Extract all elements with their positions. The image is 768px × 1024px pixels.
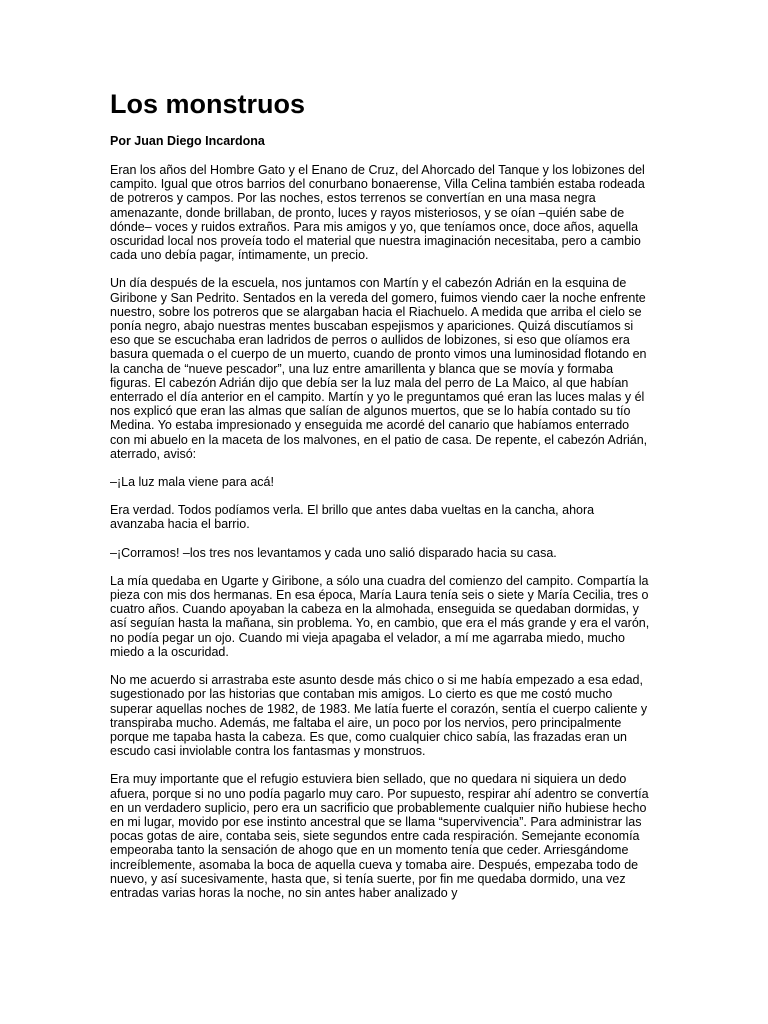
paragraph: No me acuerdo si arrastraba este asunto desde más chico o si me había empezado a esa edad, sugestionado por las historias que contaban mis amigos. Lo cierto es que me costó mucho superar aquellas noches de 1982, de 1983. Me latía fuerte el corazón, sentía el cuerpo caliente y transpiraba mucho. Además, me faltaba el aire, un poco por los nervios, pero principalmente porque me tapaba hasta la cabeza. Es que, como cualquier chico sabía, las frazadas eran un escudo casi inviolable contra los fantasmas y monstruos. <box>110 673 648 759</box>
paragraph: –¡La luz mala viene para acá! <box>110 475 274 490</box>
document-title: Los monstruos <box>110 89 306 119</box>
document-page <box>110 86 650 914</box>
paragraph: Eran los años del Hombre Gato y el Enano de Cruz, del Ahorcado del Tanque y los lobizones del campito. Igual que otros barrios del conurbano bonaerense, Villa Celina también estaba rodeada de potreros y campos. Por las noches, estos terrenos se convertían en una masa negra amenazante, donde brillaban, de pronto, luces y rayos misteriosos, y se oían –quién sabe de dónde– voces y ruidos extraños. Para mis amigos y yo, que teníamos once, doce años, aquella oscuridad local nos proveía todo el material que nuestra imaginación necesitaba, pero a cambio cada uno debía pagar, íntimamente, un precio. <box>110 163 645 263</box>
paragraph: Era verdad. Todos podíamos verla. El brillo que antes daba vueltas en la cancha, ahora avanzaba hacia el barrio. <box>110 503 595 532</box>
document-author: Por Juan Diego Incardona <box>110 134 265 148</box>
paragraph: La mía quedaba en Ugarte y Giribone, a sólo una cuadra del comienzo del campito. Compartía la pieza con mis dos hermanas. En esa época, María Laura tenía seis o siete y María Cecilia, tres o cuatro años. Cuando apoyaban la cabeza en la almohada, enseguida se quedaban dormidas, y así seguían hasta la mañana, sin problema. Yo, en cambio, que era el más grande y era el varón, no podía pegar un ojo. Cuando mi vieja apagaba el velador, a mí me agarraba miedo, mucho miedo a la oscuridad. <box>110 573 650 659</box>
paragraph: Era muy importante que el refugio estuviera bien sellado, que no quedara ni siquiera un dedo afuera, porque si no uno podía pagarlo muy caro. Por supuesto, respirar ahí adentro se convertía en un verdadero suplicio, pero era un sacrificio que probablemente cualquier niño hubiese hecho en mi lugar, movido por ese instinto ancestral que se llama “supervivencia”. Para administrar las pocas gotas de aire, contaba seis, siete segundos entre cada respiración. Semejante economía empeoraba tanto la sensación de ahogo que en un momento tenía que ceder. Arriesgándome increíblemente, asomaba la boca de aquella cueva y tomaba aire. Después, empezaba todo de nuevo, y así sucesivamente, hasta que, si tenía suerte, por fin me quedaba dormido, una vez entradas varias horas la noche, no sin antes haber analizado y <box>110 772 649 900</box>
paragraph: –¡Corramos! –los tres nos levantamos y cada uno salió disparado hacia su casa. <box>110 545 557 560</box>
paragraph: Un día después de la escuela, nos juntamos con Martín y el cabezón Adrián en la esquina de Giribone y San Pedrito. Sentados en la vereda del gomero, fuimos viendo caer la noche enfrente nuestro, sobre los potreros que se alargaban hacia el Riachuelo. A medida que arriba el cielo se ponía negro, abajo nuestras mentes buscaban espejismos y apariciones. Quizá discutíamos si eso que se escuchaba eran ladridos de perros o aullidos de lobizones, si eso que olíamos era basura quemada o el cuerpo de un muerto, cuando de pronto vimos una luminosidad flotando en la cancha de “nueve pescador”, una luz entre amarillenta y blanca que se movía y formaba figuras. El cabezón Adrián dijo que debía ser la luz mala del perro de La Maico, al que habían enterrado el día anterior en el campito. Martín y yo le preguntamos qué eran las luces malas y él nos explicó que eran las almas que salían de algunos muertos, que se lo había contado su tío Medina. Yo estaba impresionado y enseguida me acordé del canario que habíamos enterrado con mi abuelo en la maceta de los malvones, en el patio de casa. De repente, el cabezón Adrián, aterrado, avisó: <box>110 276 648 461</box>
